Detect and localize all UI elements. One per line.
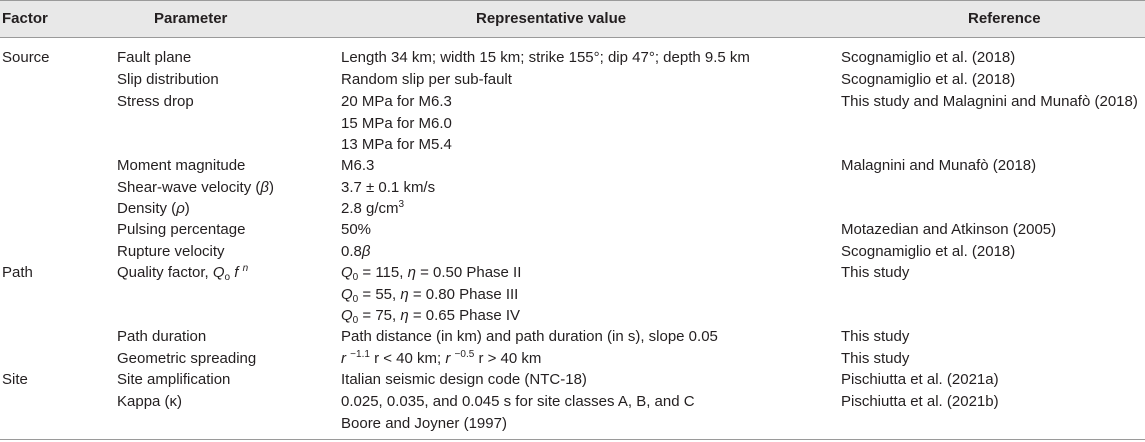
value-cell: [341, 47, 750, 69]
value-cell: [341, 262, 521, 327]
factor-cell: Site: [2, 371, 28, 388]
value-line: r $^{-1.1}$ r < 40 km; r $^{-0.5}$ r > 40 km: [341, 349, 542, 367]
value-cell: [341, 219, 371, 241]
value-cell: [341, 348, 541, 370]
quality-factor-label: Quality factor,: [117, 264, 213, 281]
n-exponent: n: [242, 263, 249, 274]
parameter-cell: [117, 198, 190, 220]
q-symbol: Q: [341, 307, 353, 325]
value-line: Boore and Joyner (1997): [341, 414, 507, 432]
density-exponent: 3: [398, 199, 405, 210]
parameter-cell: Slip distribution: [117, 71, 219, 88]
bottom-rule: [0, 439, 1145, 440]
f-symbol: f: [234, 264, 239, 281]
parameter-cell: Moment magnitude: [117, 157, 246, 174]
reference-cell: This study: [841, 350, 910, 367]
factor-cell: Source: [2, 49, 50, 66]
rho-symbol: ρ: [176, 200, 185, 217]
reference-cell: Scognamiglio et al. (2018): [841, 71, 1016, 88]
value-cell: [341, 241, 370, 263]
value-cell: [341, 326, 718, 348]
parameter-cell: Geometric spreading: [117, 350, 257, 367]
exponent: −0.5: [454, 349, 475, 360]
q-subscript: 0: [352, 272, 359, 283]
exponent: −1.1: [350, 349, 370, 360]
value-cell: [341, 69, 512, 91]
parameter-cell: Kappa (κ): [117, 393, 183, 410]
q-symbol: Q: [341, 264, 353, 281]
reference-cell: This study and Malagnini and Munafò (2018): [841, 93, 1138, 110]
density-value: 2.8 g/cm: [341, 200, 399, 217]
value-cell: [341, 177, 435, 199]
header-factor: Factor: [2, 10, 48, 27]
reference-cell: Pischiutta et al. (2021b): [841, 393, 999, 410]
header-reference: Reference: [968, 10, 1041, 27]
value-cell: [341, 369, 587, 391]
eta-symbol: η: [400, 307, 409, 325]
reference-cell: Malagnini and Munafò (2018): [841, 157, 1037, 174]
reference-cell: Motazedian and Atkinson (2005): [841, 221, 1057, 238]
parameter-cell: Path duration: [117, 328, 207, 345]
value-cell: [341, 155, 374, 177]
q-subscript: 0: [352, 315, 359, 327]
parameter-cell: Stress drop: [117, 93, 194, 110]
header-representative-value: Representative value: [476, 10, 627, 27]
reference-cell: Scognamiglio et al. (2018): [841, 49, 1016, 66]
value-line: Random slip per sub-fault: [341, 71, 512, 88]
eta-symbol: η: [400, 285, 409, 303]
eta-symbol: η: [407, 264, 416, 281]
value-line: 20 MPa for M6.3: [341, 93, 452, 110]
q-symbol: Q: [212, 264, 225, 281]
parameter-cell: Rupture velocity: [117, 243, 225, 260]
value-cell: [341, 391, 695, 434]
reference-cell: Scognamiglio et al. (2018): [841, 243, 1016, 260]
reference-cell: Pischiutta et al. (2021a): [841, 371, 999, 388]
close-paren: ): [268, 179, 274, 196]
beta-symbol: β: [260, 179, 269, 196]
value-line: M6.3: [341, 157, 375, 174]
value-line: 13 MPa for M5.4: [341, 136, 452, 154]
value-line: [341, 198, 404, 220]
parameter-cell: Site amplification: [117, 371, 231, 388]
shear-wave-label: Shear-wave velocity (: [117, 179, 261, 196]
value-line: 0.025, 0.035, and 0.045 s for site classes A, B, and C: [341, 393, 695, 410]
parameter-cell: Fault plane: [117, 49, 192, 66]
value-line: Path distance (in km) and path duration (in s), slope 0.05: [341, 328, 718, 345]
beta-symbol: β: [361, 243, 371, 260]
value-line: 3.7 ± 0.1 km/s: [341, 179, 436, 196]
value-line: [341, 241, 370, 263]
density-label: Density (: [117, 200, 177, 217]
header-parameter: Parameter: [154, 10, 228, 27]
value-line: $Q_0 = 75$, η = 0.65 Phase IV: [341, 307, 521, 327]
close-paren: ): [184, 200, 190, 217]
q-subscript: 0: [352, 293, 359, 305]
factor-cell: Path: [2, 264, 33, 281]
reference-cell: This study: [841, 328, 910, 345]
value-line: Length 34 km; width 15 km; strike 155°; dip 47°; depth 9.5 km: [341, 49, 750, 66]
parameter-cell: [117, 177, 274, 199]
value-line: Italian seismic design code (NTC-18): [341, 371, 587, 388]
value-line: 50%: [341, 221, 372, 238]
parameter-cell: [117, 262, 248, 284]
value-line: $Q_0 = 115$, η = 0.50 Phase II: [341, 264, 522, 283]
q-symbol: Q: [341, 285, 353, 303]
value-cell: [341, 91, 452, 156]
reference-cell: This study: [841, 264, 910, 281]
value-line: 15 MPa for M6.0: [341, 114, 452, 132]
table-header: [0, 0, 1145, 38]
value-cell: [341, 198, 404, 220]
q-subscript: o: [224, 272, 231, 283]
parameter-cell: Pulsing percentage: [117, 221, 246, 238]
rupture-number: 0.8: [341, 243, 362, 260]
value-line: $Q_0 = 55$, η = 0.80 Phase III: [341, 285, 519, 305]
